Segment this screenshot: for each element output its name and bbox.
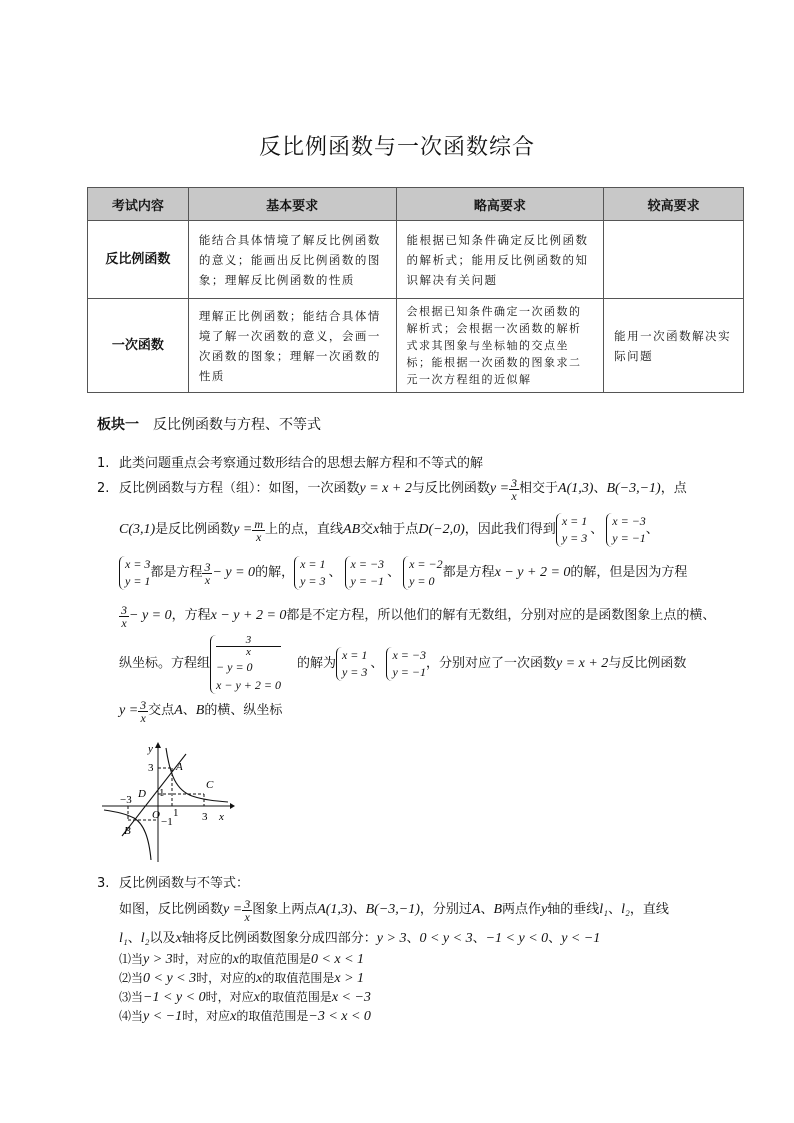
table-header: 基本要求 bbox=[188, 188, 396, 221]
section-heading bbox=[97, 414, 321, 434]
table-cell: 能根据已知条件确定反比例函数的解析式；能用反比例函数的知识解决有关问题 bbox=[396, 221, 604, 299]
equation-system: x = −3 y = −1 bbox=[606, 513, 646, 547]
fraction: $\frac{3}{x}$ bbox=[121, 602, 127, 630]
table-row bbox=[88, 221, 744, 299]
equation-system: x = −3 y = −1 bbox=[386, 647, 426, 681]
equation-system: x = 1 y = 3 bbox=[294, 556, 325, 590]
equation-system: x = 3 y = 1 bbox=[119, 556, 150, 590]
list-item: ⑴当y > 3时，对应的x的取值范围是0 < x < 1 bbox=[119, 952, 365, 967]
paragraph-2-line-6: y = $\frac{3}{x}$ 交点 A 、 B 的横、纵坐标 bbox=[119, 697, 283, 725]
requirements-table bbox=[87, 187, 744, 393]
list-item: ⑵当0 < y < 3时，对应的x的取值范围是x > 1 bbox=[119, 971, 365, 986]
y-axis-label: y bbox=[148, 743, 153, 755]
table-header: 考试内容 bbox=[88, 188, 189, 221]
item-number: 1. bbox=[97, 456, 110, 471]
table-cell: 反比例函数 bbox=[88, 221, 189, 299]
table-cell: 能用一次函数解决实际问题 bbox=[604, 299, 744, 393]
text: 反比例函数与方程（组）：如图，一次函数 bbox=[119, 481, 360, 496]
paragraph-3-line-2: l₁ 、 l₂ 以及 x 轴将反比例函数图象分成四部分： y > 3 、 0 < y < 3 、 −1 < y < 0 、 y < −1 bbox=[119, 931, 601, 946]
equation-system: x = 1 y = 3 bbox=[556, 513, 587, 547]
paragraph-2-line-4: $\frac{3}{x}$ − y = 0 ，方程 x − y + 2 = 0 都是不定方程，所以他们的解有无数组，分别对应的是函数图象上点的横、 bbox=[121, 602, 716, 630]
text: 是反比例函数 bbox=[155, 522, 234, 537]
x-axis-label: x bbox=[219, 811, 224, 823]
point: C(3,1) bbox=[119, 522, 156, 537]
equation-system: 3 x − y = 0 x − y + 2 = 0 bbox=[210, 635, 281, 694]
tick-label: 1 bbox=[173, 807, 179, 819]
point: B(−3,−1) bbox=[606, 481, 661, 496]
section-title: 反比例函数与方程、不等式 bbox=[153, 417, 321, 433]
paragraph-2-line-2: C(3,1) 是反比例函数 y = $\frac{m}{x}$ 上的点，直线 AB 交 x 轴于点 D(−2,0) ，因此我们得到 x = 1 y = 3 、 x = −3 y = −1 、 bbox=[119, 514, 659, 545]
table-header: 略高要求 bbox=[396, 188, 604, 221]
text: ，点 bbox=[660, 481, 687, 496]
paragraph-text: 此类问题重点会考察通过数形结合的思想去解方程和不等式的解 bbox=[119, 456, 484, 471]
fraction: $\frac{3}{x}$ bbox=[140, 697, 147, 725]
paragraph-3-heading: 3. 反比例函数与不等式： bbox=[97, 876, 250, 891]
tick-label: 3 bbox=[148, 762, 154, 774]
item-number: 2. bbox=[97, 481, 110, 496]
equation-system: x = 1 y = 3 bbox=[336, 647, 367, 681]
function-graph bbox=[100, 740, 235, 865]
text: 相交于 bbox=[519, 481, 559, 496]
point-label-b: B bbox=[124, 825, 131, 837]
point: D(−2,0) bbox=[418, 522, 465, 537]
list-item: ⑶当−1 < y < 0时，对应x的取值范围是x < −3 bbox=[119, 990, 371, 1005]
fraction: $\frac{m}{x}$ bbox=[254, 516, 264, 544]
condition-list bbox=[119, 950, 371, 1026]
point-label-d: D bbox=[138, 788, 146, 800]
equation: y = bbox=[489, 481, 510, 496]
equation: y = x + 2 bbox=[359, 481, 412, 496]
fraction: $\frac{3}{x}$ bbox=[511, 475, 518, 503]
tick-label: 1 bbox=[159, 787, 165, 799]
y-axis-arrow bbox=[155, 742, 161, 748]
x-axis-arrow bbox=[230, 803, 235, 809]
paragraph-3-line-1: 如图，反比例函数 y = $\frac{3}{x}$ 图象上两点 A(1,3) 、 B(−3,−1) ，分别过 A 、 B 两点作 y 轴的垂线 l₁ 、 l₂ ，直线 bbox=[119, 896, 669, 924]
page-title: 反比例函数与一次函数综合 bbox=[258, 135, 535, 160]
fraction: $\frac{3}{x}$ bbox=[244, 896, 251, 924]
paragraph-2-line-3: x = 3 y = 1 都是方程 $\frac{3}{x}$ − y = 0 的解， x = 1 y = 3 、 x = −3 y = −1 、 x = −2 y = 0 都是方程 x − y + 2 = 0 的解，但是因为方程 bbox=[119, 553, 687, 593]
table-header-row bbox=[88, 188, 744, 221]
table-header: 较高要求 bbox=[604, 188, 744, 221]
tick-label: −1 bbox=[161, 816, 173, 828]
table-cell: 能结合具体情境了解反比例函数的意义；能画出反比例函数的图象；理解反比例函数的性质 bbox=[188, 221, 396, 299]
paragraph-1 bbox=[97, 455, 483, 473]
item-number: 3. bbox=[97, 876, 110, 891]
table-cell: 一次函数 bbox=[88, 299, 189, 393]
paragraph-2-line-1: 2. 反比例函数与方程（组）：如图，一次函数 y = x + 2 与反比例函数 y = $\frac{3}{x}$ 相交于 A(1,3) 、 B(−3,−1) ，点 bbox=[97, 475, 687, 503]
origin-label: O bbox=[152, 809, 160, 821]
point-label-c: C bbox=[206, 779, 214, 791]
tick-label: −3 bbox=[120, 794, 132, 806]
table-cell: 会根据已知条件确定一次函数的解析式；会根据一次函数的解析式求其图象与坐标轴的交点坐标；能根据一次函数的图象求二元一次方程组的近似解 bbox=[396, 299, 604, 393]
list-item: ⑷当y < −1时，对应x的取值范围是−3 < x < 0 bbox=[119, 1009, 371, 1024]
table-cell: 理解正比例函数；能结合具体情境了解一次函数的意义，会画一次函数的图象；理解一次函数的性质 bbox=[188, 299, 396, 393]
table-row bbox=[88, 299, 744, 393]
equation-system: x = −3 y = −1 bbox=[345, 556, 385, 590]
tick-label: 3 bbox=[202, 811, 208, 823]
point: A(1,3) bbox=[558, 481, 594, 496]
section-label: 板块一 bbox=[97, 417, 139, 433]
equation-system: x = −2 y = 0 bbox=[403, 556, 443, 590]
text: 与反比例函数 bbox=[411, 481, 490, 496]
fraction: $\frac{3}{x}$ bbox=[204, 559, 211, 587]
table-cell bbox=[604, 221, 744, 299]
point-label-a: A bbox=[176, 761, 183, 773]
paragraph-2-line-5: 纵坐标。方程组 3 x − y = 0 x − y + 2 = 0 的解为 x = 1 y = 3 、 x = −3 y = −1 ，分别对应了一次函数 y = x + 2 与反比例函数 bbox=[119, 633, 687, 692]
